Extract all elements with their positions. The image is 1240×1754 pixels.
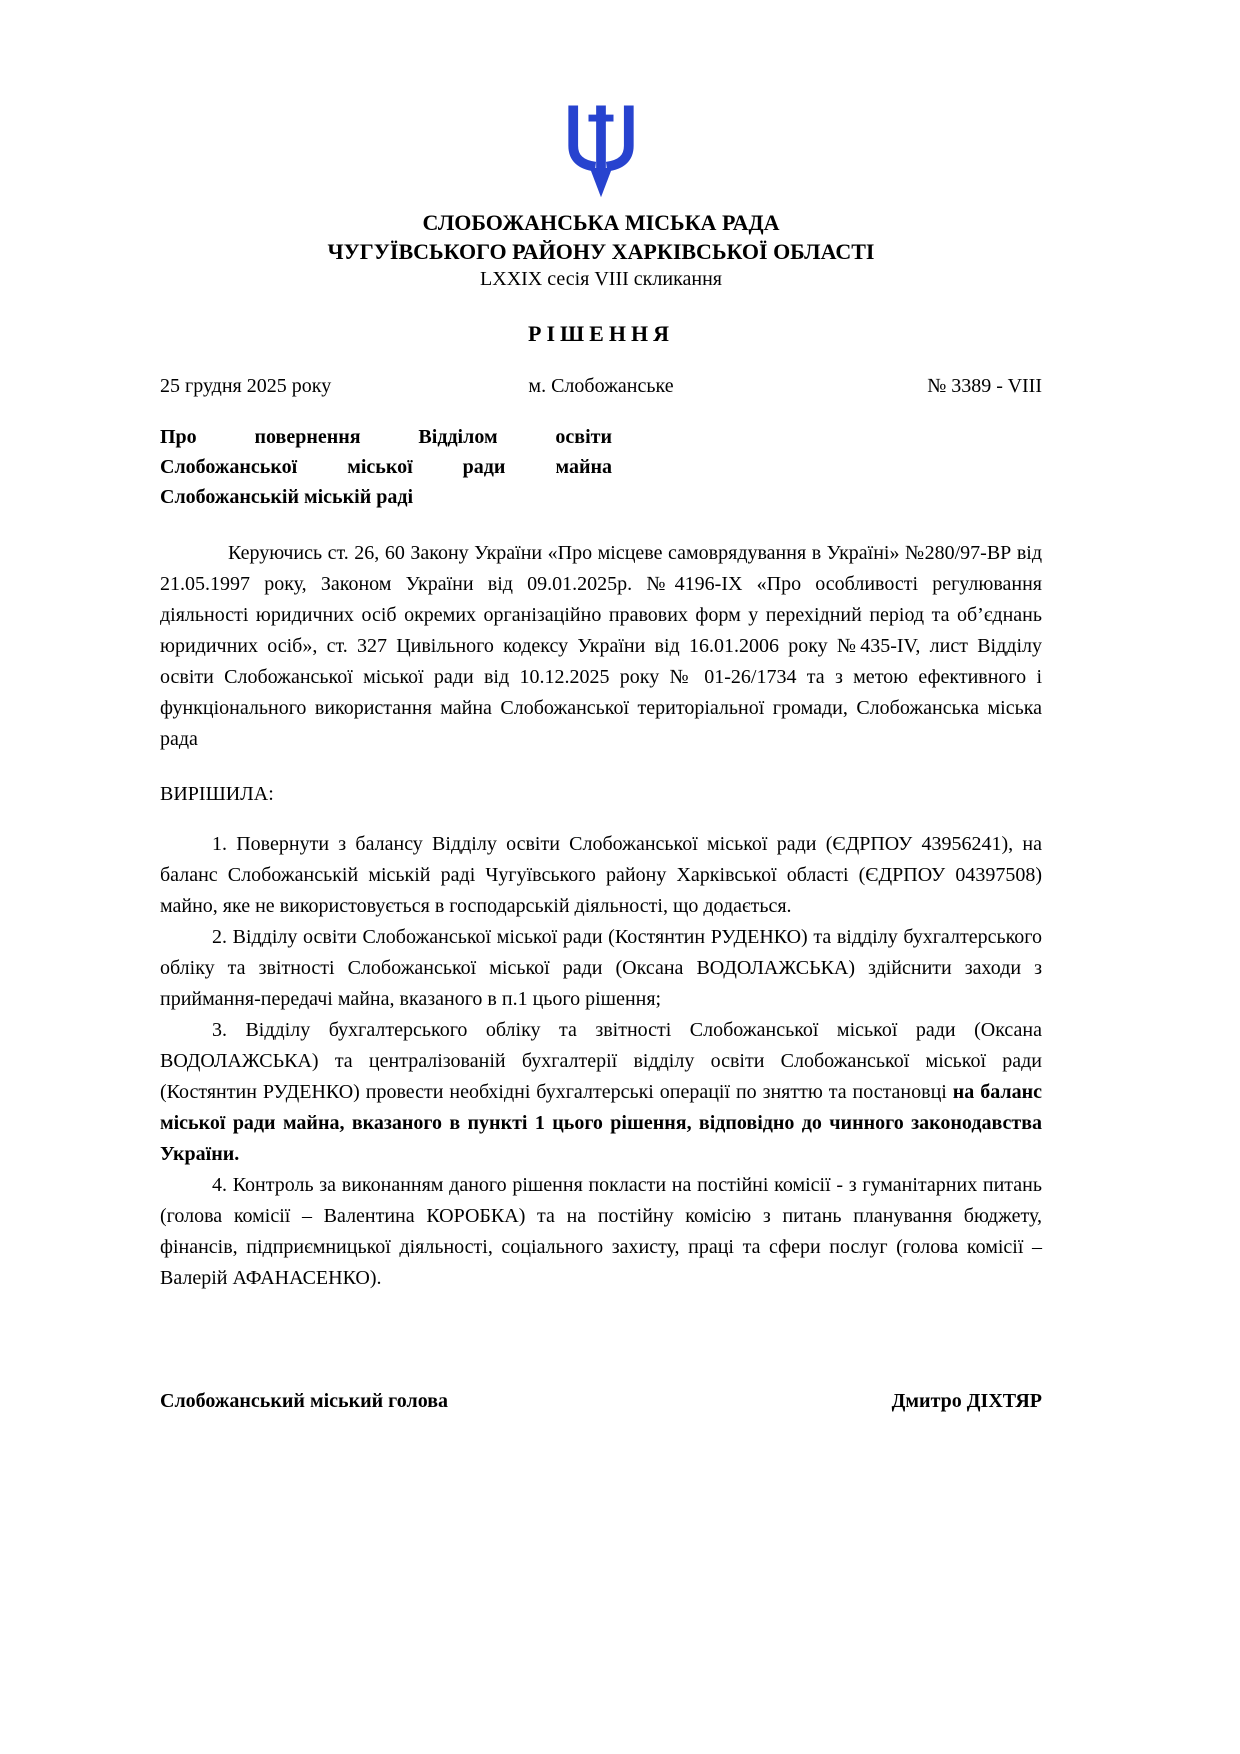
meta-row [160,375,1042,398]
subject-line: Слобожанської міської ради майна [160,456,612,479]
item-text: 1. Повернути з балансу Відділу освіти Слобожанської міської ради (ЄДРПОУ 43956241), на баланс Слобожанській міській раді Чугуївського району Харківської області (ЄДРПОУ 04397508) майно, яке не використовується в господарській діяльності, що додається. [160,833,1042,918]
document-number: № 3389 - VIII [927,375,1042,398]
resolved-heading: ВИРІШИЛА: [160,783,274,806]
subject-line: Про повернення Відділом освіти [160,426,612,449]
item-text-bold: на баланс міської ради майна, вказаного в пункті 1 цього рішення, відповідно до чинного законодавства України. [160,1081,1043,1166]
signatory-name: Дмитро ДІХТЯР [891,1390,1042,1413]
preamble-paragraph: Керуючись ст. 26, 60 Закону України «Про місцеве самоврядування в Україні» №280/97-ВР від 21.05.1997 року, Законом України від 09.01.2025р. №4196-IX «Про особливості регулювання діяльності юридичних осіб окремих організаційно правових форм у перехідний період та об’єднань юридичних осіб», ст. 327 Цивільного кодексу України від 16.01.2006 року №435-IV, лист Відділу освіти Слобожанської міської ради від 10.12.2025 року № 01-26/1734 та з метою ефективного і функціонального використання майна Слобожанської територіальної громади, Слобожанська міська рада [160,542,1042,751]
signature-row [160,1390,1042,1413]
resolution-item-3 [160,1015,1042,1170]
ukraine-trident-icon [559,100,643,200]
item-text: 2. Відділу освіти Слобожанської міської ради (Костянтин РУДЕНКО) та відділу бухгалтерського обліку та звітності Слобожанської міської ради (Оксана ВОДОЛАЖСЬКА) здійснити заходи з приймання-передачі майна, вказаного в п.1 цього рішення; [160,926,1042,1011]
document-header [160,100,1042,347]
subject-line: Слобожанській міській раді [160,486,414,509]
document-date: 25 грудня 2025 року [160,375,332,398]
subject-block [160,422,612,512]
document-place: м. Слобожанське [528,375,674,398]
signatory-title: Слобожанський міський голова [160,1390,448,1413]
item-text: 3. Відділу бухгалтерського обліку та звітності Слобожанської міської ради (Оксана ВОДОЛАЖСЬКА) та централізованій бухгалтерії відділу освіти Слобожанської міської ради (Костянтин РУДЕНКО) провести необхідні бухгалтерські операції по зняттю та постановці [160,1019,1042,1104]
org-name-line2: ЧУГУЇВСЬКОГО РАЙОНУ ХАРКІВСЬКОЇ ОБЛАСТІ [327,239,875,265]
resolution-item-2 [160,922,1042,1015]
resolution-items [160,829,1042,1294]
document-type-title: РІШЕННЯ [528,321,674,347]
resolution-item-1 [160,829,1042,922]
emblem-container [160,100,1042,200]
org-name-line1: СЛОБОЖАНСЬКА МІСЬКА РАДА [422,210,780,235]
resolution-item-4 [160,1170,1042,1294]
session-line: LXXIX сесія VIII скликання [480,268,722,291]
item-text: 4. Контроль за виконанням даного рішення покласти на постійні комісії - з гуманітарних питань (голова комісії – Валентина КОРОБКА) та на постійну комісію з питань планування бюджету, фінансів, підприємницької діяльності, соціального захисту, праці та сфери послуг (голова комісії – Валерій АФАНАСЕНКО). [160,1174,1042,1290]
trident-base [590,168,612,197]
